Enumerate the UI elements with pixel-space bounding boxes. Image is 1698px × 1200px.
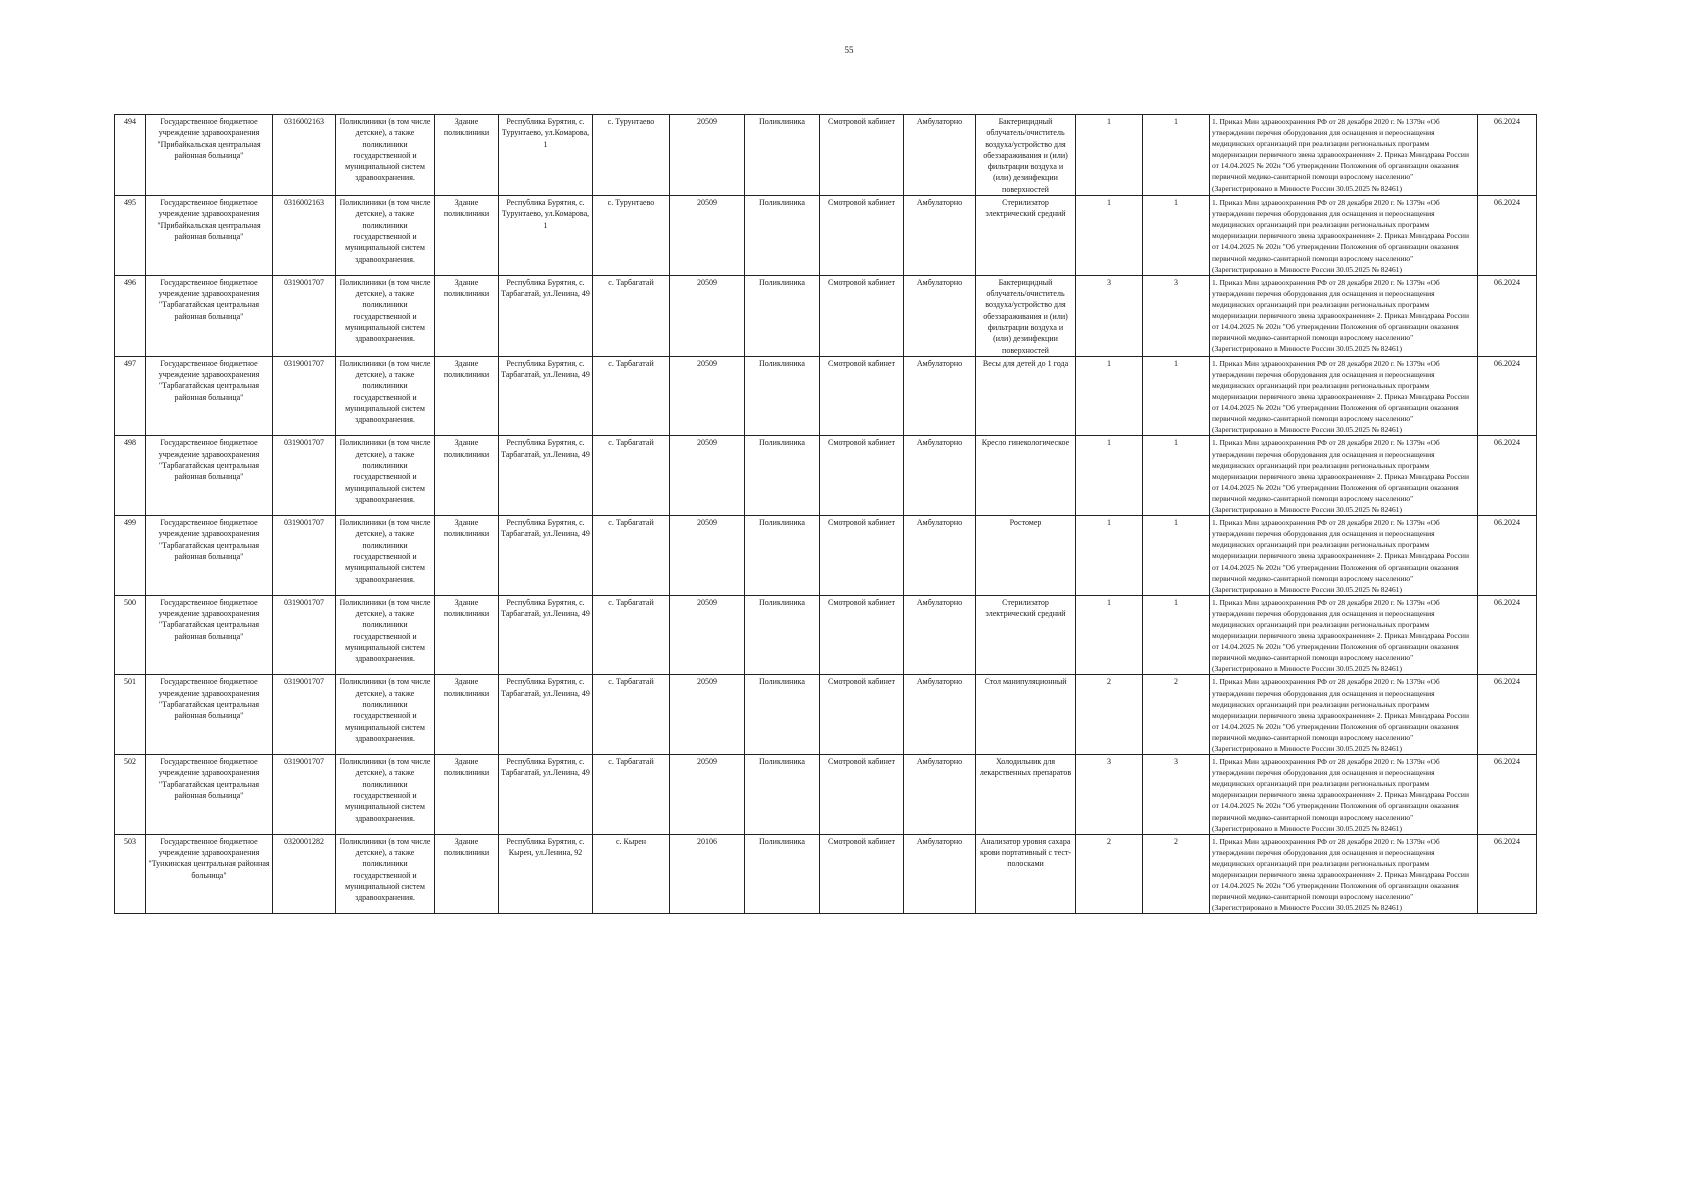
quantity-planned: 1 [1143,516,1210,596]
unit-name: Поликлиника [745,755,820,835]
building-name: Здание поликлиники [435,196,499,276]
room-name: Смотровой кабинет [820,196,904,276]
quantity-required: 2 [1076,675,1143,755]
care-condition: Амбулаторно [904,755,976,835]
delivery-date: 06.2024 [1478,595,1537,675]
address: Республика Бурятия, с. Тарбагатай, ул.Ленина, 49 [499,675,593,755]
equipment-name: Кресло гинекологическое [976,436,1076,516]
room-name: Смотровой кабинет [820,675,904,755]
address: Республика Бурятия, с. Кырен, ул.Ленина, 92 [499,834,593,914]
locality: с. Тарбагатай [593,275,670,356]
row-number: 496 [115,275,146,356]
locality: с. Турунтаево [593,115,670,196]
organization-name: Государственное бюджетное учреждение здравоохранения "Тарбагатайская центральная районная больница" [146,755,273,835]
table-row [115,834,1537,914]
legal-basis: 1. Приказ Мин здравоохранения РФ от 28 декабря 2020 г. № 1379н «Об утверждении перечня оборудования для оснащения и переоснащения медицинских организаций при реализации региональных программ модернизации первичного звена здравоохранения» 2. Приказ Минздрава России от 14.04.2025 № 202н "Об утверждении Положения об организации оказания первичной медико-санитарной помощи взрослому населению" (Зарегистрировано в Минюсте России 30.05.2025 № 82461) [1210,275,1478,356]
organization-code: 0319001707 [273,436,336,516]
equipment-name: Холодильник для лекарственных препаратов [976,755,1076,835]
address: Республика Бурятия, с. Тарбагатай, ул.Ленина, 49 [499,595,593,675]
room-name: Смотровой кабинет [820,516,904,596]
locality-code: 20509 [670,436,745,516]
building-name: Здание поликлиники [435,516,499,596]
organization-code: 0319001707 [273,275,336,356]
facility-type: Поликлиники (в том числе детские), а также поликлиники государственной и муниципальной систем здравоохранения. [336,834,435,914]
address: Республика Бурятия, с. Тарбагатай, ул.Ленина, 49 [499,755,593,835]
building-name: Здание поликлиники [435,356,499,436]
facility-type: Поликлиники (в том числе детские), а также поликлиники государственной и муниципальной систем здравоохранения. [336,356,435,436]
equipment-name: Стол манипуляционный [976,675,1076,755]
building-name: Здание поликлиники [435,436,499,516]
address: Республика Бурятия, с. Тарбагатай, ул.Ленина, 49 [499,356,593,436]
organization-name: Государственное бюджетное учреждение здравоохранения "Тарбагатайская центральная районная больница" [146,516,273,596]
page-number: 55 [844,45,854,55]
quantity-planned: 3 [1143,275,1210,356]
table-row [115,516,1537,596]
table-row [115,115,1537,196]
care-condition: Амбулаторно [904,436,976,516]
table-row [115,275,1537,356]
delivery-date: 06.2024 [1478,834,1537,914]
organization-name: Государственное бюджетное учреждение здравоохранения "Тарбагатайская центральная районная больница" [146,436,273,516]
equipment-name: Бактерицидный облучатель/очиститель воздуха/устройство для обеззараживания и (или) фильтрации воздуха и (или) дезинфекции поверхностей [976,275,1076,356]
building-name: Здание поликлиники [435,755,499,835]
quantity-planned: 3 [1143,755,1210,835]
table-row [115,675,1537,755]
organization-name: Государственное бюджетное учреждение здравоохранения "Прибайкальская центральная районная больница" [146,115,273,196]
locality: с. Тарбагатай [593,516,670,596]
table-row [115,595,1537,675]
facility-type: Поликлиники (в том числе детские), а также поликлиники государственной и муниципальной систем здравоохранения. [336,516,435,596]
locality: с. Кырен [593,834,670,914]
equipment-name: Стерилизатор электрический средний [976,196,1076,276]
address: Республика Бурятия, с. Тарбагатай, ул.Ленина, 49 [499,436,593,516]
legal-basis: 1. Приказ Мин здравоохранения РФ от 28 декабря 2020 г. № 1379н «Об утверждении перечня оборудования для оснащения и переоснащения медицинских организаций при реализации региональных программ модернизации первичного звена здравоохранения» 2. Приказ Минздрава России от 14.04.2025 № 202н "Об утверждении Положения об организации оказания первичной медико-санитарной помощи взрослому населению" (Зарегистрировано в Минюсте России 30.05.2025 № 82461) [1210,595,1478,675]
unit-name: Поликлиника [745,834,820,914]
legal-basis: 1. Приказ Мин здравоохранения РФ от 28 декабря 2020 г. № 1379н «Об утверждении перечня оборудования для оснащения и переоснащения медицинских организаций при реализации региональных программ модернизации первичного звена здравоохранения» 2. Приказ Минздрава России от 14.04.2025 № 202н "Об утверждении Положения об организации оказания первичной медико-санитарной помощи взрослому населению" (Зарегистрировано в Минюсте России 30.05.2025 № 82461) [1210,675,1478,755]
locality: с. Тарбагатай [593,356,670,436]
row-number: 503 [115,834,146,914]
delivery-date: 06.2024 [1478,516,1537,596]
locality-code: 20509 [670,675,745,755]
organization-name: Государственное бюджетное учреждение здравоохранения "Тункинская центральная районная больница" [146,834,273,914]
table-body [115,115,1537,914]
legal-basis: 1. Приказ Мин здравоохранения РФ от 28 декабря 2020 г. № 1379н «Об утверждении перечня оборудования для оснащения и переоснащения медицинских организаций при реализации региональных программ модернизации первичного звена здравоохранения» 2. Приказ Минздрава России от 14.04.2025 № 202н "Об утверждении Положения об организации оказания первичной медико-санитарной помощи взрослому населению" (Зарегистрировано в Минюсте России 30.05.2025 № 82461) [1210,516,1478,596]
legal-basis: 1. Приказ Мин здравоохранения РФ от 28 декабря 2020 г. № 1379н «Об утверждении перечня оборудования для оснащения и переоснащения медицинских организаций при реализации региональных программ модернизации первичного звена здравоохранения» 2. Приказ Минздрава России от 14.04.2025 № 202н "Об утверждении Положения об организации оказания первичной медико-санитарной помощи взрослому населению" (Зарегистрировано в Минюсте России 30.05.2025 № 82461) [1210,755,1478,835]
room-name: Смотровой кабинет [820,115,904,196]
delivery-date: 06.2024 [1478,675,1537,755]
organization-code: 0316002163 [273,115,336,196]
quantity-planned: 1 [1143,115,1210,196]
delivery-date: 06.2024 [1478,115,1537,196]
locality-code: 20509 [670,115,745,196]
address: Республика Бурятия, с. Тарбагатай, ул.Ленина, 49 [499,516,593,596]
equipment-table [114,114,1537,914]
quantity-required: 2 [1076,834,1143,914]
locality-code: 20509 [670,516,745,596]
room-name: Смотровой кабинет [820,834,904,914]
unit-name: Поликлиника [745,196,820,276]
unit-name: Поликлиника [745,115,820,196]
legal-basis: 1. Приказ Мин здравоохранения РФ от 28 декабря 2020 г. № 1379н «Об утверждении перечня оборудования для оснащения и переоснащения медицинских организаций при реализации региональных программ модернизации первичного звена здравоохранения» 2. Приказ Минздрава России от 14.04.2025 № 202н "Об утверждении Положения об организации оказания первичной медико-санитарной помощи взрослому населению" (Зарегистрировано в Минюсте России 30.05.2025 № 82461) [1210,115,1478,196]
organization-name: Государственное бюджетное учреждение здравоохранения "Тарбагатайская центральная районная больница" [146,275,273,356]
equipment-name: Бактерицидный облучатель/очиститель воздуха/устройство для обеззараживания и (или) фильтрации воздуха и (или) дезинфекции поверхностей [976,115,1076,196]
quantity-planned: 1 [1143,595,1210,675]
organization-code: 0316002163 [273,196,336,276]
row-number: 498 [115,436,146,516]
delivery-date: 06.2024 [1478,196,1537,276]
legal-basis: 1. Приказ Мин здравоохранения РФ от 28 декабря 2020 г. № 1379н «Об утверждении перечня оборудования для оснащения и переоснащения медицинских организаций при реализации региональных программ модернизации первичного звена здравоохранения» 2. Приказ Минздрава России от 14.04.2025 № 202н "Об утверждении Положения об организации оказания первичной медико-санитарной помощи взрослому населению" (Зарегистрировано в Минюсте России 30.05.2025 № 82461) [1210,436,1478,516]
room-name: Смотровой кабинет [820,436,904,516]
organization-code: 0320001282 [273,834,336,914]
quantity-required: 3 [1076,275,1143,356]
quantity-planned: 1 [1143,196,1210,276]
delivery-date: 06.2024 [1478,755,1537,835]
table-row [115,755,1537,835]
organization-code: 0319001707 [273,516,336,596]
locality: с. Тарбагатай [593,755,670,835]
quantity-planned: 1 [1143,436,1210,516]
care-condition: Амбулаторно [904,115,976,196]
locality-code: 20509 [670,755,745,835]
quantity-required: 1 [1076,356,1143,436]
quantity-required: 1 [1076,115,1143,196]
facility-type: Поликлиники (в том числе детские), а также поликлиники государственной и муниципальной систем здравоохранения. [336,755,435,835]
unit-name: Поликлиника [745,356,820,436]
row-number: 502 [115,755,146,835]
locality: с. Турунтаево [593,196,670,276]
care-condition: Амбулаторно [904,275,976,356]
care-condition: Амбулаторно [904,356,976,436]
locality-code: 20106 [670,834,745,914]
address: Республика Бурятия, с. Тарбагатай, ул.Ленина, 49 [499,275,593,356]
unit-name: Поликлиника [745,436,820,516]
locality: с. Тарбагатай [593,595,670,675]
address: Республика Бурятия, с. Турунтаево, ул.Комарова, 1 [499,196,593,276]
organization-code: 0319001707 [273,595,336,675]
facility-type: Поликлиники (в том числе детские), а также поликлиники государственной и муниципальной систем здравоохранения. [336,115,435,196]
quantity-required: 1 [1076,436,1143,516]
organization-code: 0319001707 [273,755,336,835]
equipment-name: Весы для детей до 1 года [976,356,1076,436]
care-condition: Амбулаторно [904,196,976,276]
organization-name: Государственное бюджетное учреждение здравоохранения "Тарбагатайская центральная районная больница" [146,595,273,675]
delivery-date: 06.2024 [1478,436,1537,516]
locality: с. Тарбагатай [593,675,670,755]
equipment-name: Стерилизатор электрический средний [976,595,1076,675]
locality-code: 20509 [670,196,745,276]
room-name: Смотровой кабинет [820,595,904,675]
quantity-planned: 2 [1143,834,1210,914]
unit-name: Поликлиника [745,595,820,675]
care-condition: Амбулаторно [904,595,976,675]
locality: с. Тарбагатай [593,436,670,516]
facility-type: Поликлиники (в том числе детские), а также поликлиники государственной и муниципальной систем здравоохранения. [336,196,435,276]
facility-type: Поликлиники (в том числе детские), а также поликлиники государственной и муниципальной систем здравоохранения. [336,436,435,516]
organization-name: Государственное бюджетное учреждение здравоохранения "Тарбагатайская центральная районная больница" [146,356,273,436]
equipment-name: Ростомер [976,516,1076,596]
delivery-date: 06.2024 [1478,275,1537,356]
room-name: Смотровой кабинет [820,755,904,835]
table-row [115,436,1537,516]
row-number: 494 [115,115,146,196]
legal-basis: 1. Приказ Мин здравоохранения РФ от 28 декабря 2020 г. № 1379н «Об утверждении перечня оборудования для оснащения и переоснащения медицинских организаций при реализации региональных программ модернизации первичного звена здравоохранения» 2. Приказ Минздрава России от 14.04.2025 № 202н "Об утверждении Положения об организации оказания первичной медико-санитарной помощи взрослому населению" (Зарегистрировано в Минюсте России 30.05.2025 № 82461) [1210,834,1478,914]
room-name: Смотровой кабинет [820,275,904,356]
unit-name: Поликлиника [745,275,820,356]
unit-name: Поликлиника [745,516,820,596]
unit-name: Поликлиника [745,675,820,755]
row-number: 499 [115,516,146,596]
room-name: Смотровой кабинет [820,356,904,436]
row-number: 500 [115,595,146,675]
care-condition: Амбулаторно [904,834,976,914]
facility-type: Поликлиники (в том числе детские), а также поликлиники государственной и муниципальной систем здравоохранения. [336,675,435,755]
building-name: Здание поликлиники [435,275,499,356]
facility-type: Поликлиники (в том числе детские), а также поликлиники государственной и муниципальной систем здравоохранения. [336,595,435,675]
delivery-date: 06.2024 [1478,356,1537,436]
row-number: 495 [115,196,146,276]
equipment-name: Анализатор уровня сахара крови портативный с тест-полосками [976,834,1076,914]
quantity-planned: 2 [1143,675,1210,755]
building-name: Здание поликлиники [435,834,499,914]
locality-code: 20509 [670,356,745,436]
row-number: 497 [115,356,146,436]
locality-code: 20509 [670,595,745,675]
quantity-required: 1 [1076,595,1143,675]
address: Республика Бурятия, с. Турунтаево, ул.Комарова, 1 [499,115,593,196]
table-row [115,196,1537,276]
table-row [115,356,1537,436]
quantity-planned: 1 [1143,356,1210,436]
building-name: Здание поликлиники [435,115,499,196]
building-name: Здание поликлиники [435,595,499,675]
building-name: Здание поликлиники [435,675,499,755]
organization-name: Государственное бюджетное учреждение здравоохранения "Прибайкальская центральная районная больница" [146,196,273,276]
organization-name: Государственное бюджетное учреждение здравоохранения "Тарбагатайская центральная районная больница" [146,675,273,755]
facility-type: Поликлиники (в том числе детские), а также поликлиники государственной и муниципальной систем здравоохранения. [336,275,435,356]
organization-code: 0319001707 [273,675,336,755]
quantity-required: 3 [1076,755,1143,835]
row-number: 501 [115,675,146,755]
care-condition: Амбулаторно [904,516,976,596]
quantity-required: 1 [1076,196,1143,276]
organization-code: 0319001707 [273,356,336,436]
care-condition: Амбулаторно [904,675,976,755]
legal-basis: 1. Приказ Мин здравоохранения РФ от 28 декабря 2020 г. № 1379н «Об утверждении перечня оборудования для оснащения и переоснащения медицинских организаций при реализации региональных программ модернизации первичного звена здравоохранения» 2. Приказ Минздрава России от 14.04.2025 № 202н "Об утверждении Положения об организации оказания первичной медико-санитарной помощи взрослому населению" (Зарегистрировано в Минюсте России 30.05.2025 № 82461) [1210,356,1478,436]
locality-code: 20509 [670,275,745,356]
quantity-required: 1 [1076,516,1143,596]
legal-basis: 1. Приказ Мин здравоохранения РФ от 28 декабря 2020 г. № 1379н «Об утверждении перечня оборудования для оснащения и переоснащения медицинских организаций при реализации региональных программ модернизации первичного звена здравоохранения» 2. Приказ Минздрава России от 14.04.2025 № 202н "Об утверждении Положения об организации оказания первичной медико-санитарной помощи взрослому населению" (Зарегистрировано в Минюсте России 30.05.2025 № 82461) [1210,196,1478,276]
